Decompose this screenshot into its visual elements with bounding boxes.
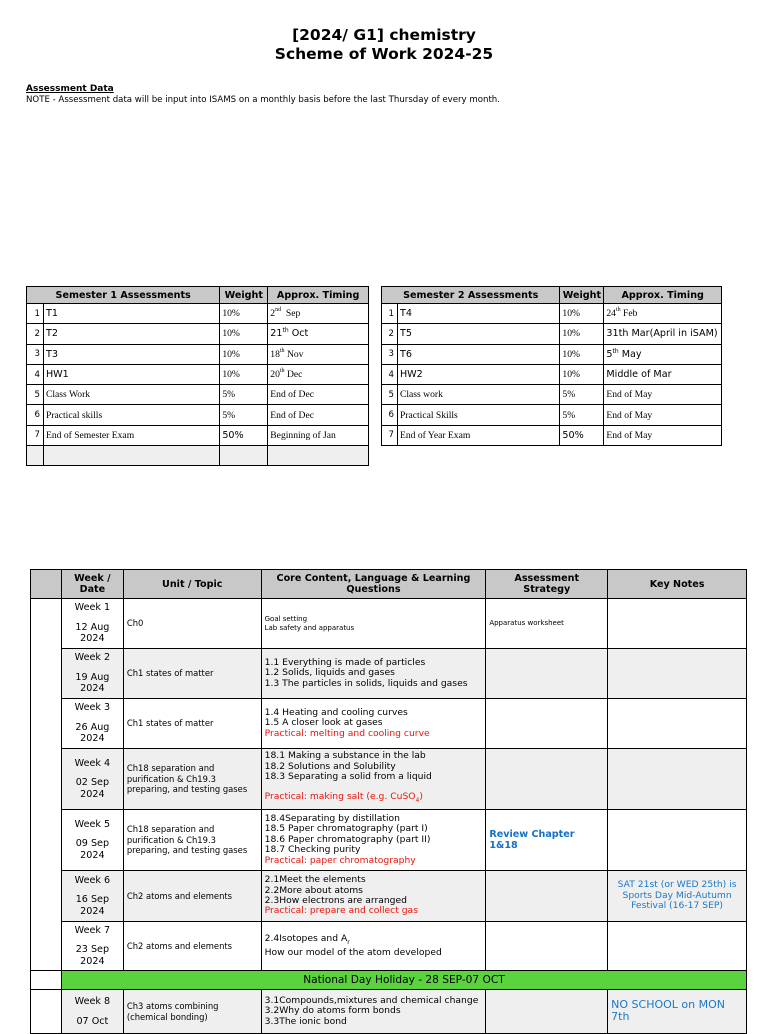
- practical-line: [265, 906, 483, 916]
- row-label-cell: [31, 990, 62, 1034]
- week-date-cell: [61, 922, 123, 971]
- unit-topic-cell: Ch3 atoms combining (chemical bonding): [123, 990, 261, 1034]
- semester1-timing: [268, 385, 369, 405]
- semester2-header-assessments: Semester 2 Assessments: [382, 287, 560, 304]
- semester1-row-number: 1: [27, 304, 44, 324]
- semester2-row-number: 2: [382, 324, 398, 344]
- semester2-timing: [604, 304, 722, 324]
- content-cell: [261, 871, 486, 922]
- holiday-blank-cell: [31, 971, 62, 990]
- semester1-row-number: 3: [27, 344, 44, 364]
- content-cell: [261, 922, 486, 971]
- key-notes-cell: [608, 699, 747, 749]
- semester1-timing-day: 18: [270, 348, 280, 360]
- content-line: [265, 934, 483, 948]
- key-notes-cell: NO SCHOOL on MON 7th: [608, 990, 747, 1034]
- semester1-row-number: 5: [27, 385, 44, 405]
- week-row: [31, 990, 747, 1034]
- semester1-row: [27, 344, 369, 364]
- semester2-assessment-name: Practical Skills: [397, 405, 559, 425]
- week-year: 2024: [80, 683, 105, 695]
- assessment-strategy-cell: Apparatus worksheet: [486, 599, 608, 649]
- semester1-assessment-name: HW1: [43, 364, 219, 384]
- scheme-header-unit: Unit / Topic: [123, 570, 261, 599]
- semester1-timing-month: Nov: [284, 348, 304, 360]
- content-line: [265, 772, 483, 782]
- semester2-weight: 5%: [560, 405, 604, 425]
- semester1-timing-month: Dec: [284, 369, 303, 381]
- unit-topic-cell: Ch18 separation and purification & Ch19.3 preparing, and testing gases: [123, 810, 261, 871]
- assessment-strategy-cell: [486, 990, 608, 1034]
- content-cell: [261, 749, 486, 810]
- practical-subscript: 4: [415, 797, 420, 805]
- week-row: [31, 749, 747, 810]
- semester1-timing-day: 20: [270, 369, 280, 381]
- semester2-timing-month: May: [618, 348, 642, 360]
- semester1-weight: 10%: [220, 324, 268, 344]
- semester2-header-timing: Approx. Timing: [604, 287, 722, 304]
- week-number: Week 1: [74, 602, 111, 614]
- practical-line: [265, 729, 483, 739]
- week-spacer: [65, 664, 120, 672]
- content-text: 3.1Compounds,mixtures and chemical change: [264, 994, 479, 1006]
- semester1-empty-cell: [27, 446, 44, 466]
- week-date-cell: [61, 649, 123, 699]
- semester2-row-number: 6: [382, 405, 398, 425]
- semester1-assessment-name: Class Work: [43, 385, 219, 405]
- semester2-row: [382, 324, 722, 344]
- semester1-timing-suffix: nd: [275, 307, 282, 314]
- content-text: 18.5 Paper chromatography (part I): [264, 823, 428, 835]
- week-year: 2024: [80, 633, 105, 645]
- semester1-row: [27, 364, 369, 384]
- scheme-of-work-table: [30, 569, 747, 1034]
- content-text: 2.3How electrons are arranged: [264, 895, 407, 906]
- content-text: 2.1Meet the elements: [264, 874, 366, 886]
- semester2-row: [382, 364, 722, 384]
- week-date: 12 Aug: [75, 621, 110, 633]
- unit-topic-cell: Ch2 atoms and elements: [123, 871, 261, 922]
- semester2-timing-day: End of May: [606, 409, 653, 421]
- content-text: 1.5 A closer look at gases: [264, 717, 383, 729]
- week-date-cell: [61, 810, 123, 871]
- content-text: 1.3 The particles in solids, liquids and gases: [264, 677, 468, 689]
- content-text: 18.3 Separating a solid from a liquid: [264, 771, 432, 783]
- semester1-weight: 10%: [220, 364, 268, 384]
- semester1-header-row: [27, 287, 369, 304]
- unit-topic-cell: Ch18 separation and purification & Ch19.3 preparing, and testing gases: [123, 749, 261, 810]
- scheme-header-content: Core Content, Language & Learning Questions: [261, 570, 486, 599]
- semester2-row: [382, 425, 722, 445]
- week-row: [31, 810, 747, 871]
- semester1-weight: 10%: [220, 304, 268, 324]
- content-text: 3.2Why do atoms form bonds: [264, 1005, 401, 1017]
- semester2-row-number: 7: [382, 425, 398, 445]
- content-text: 18.1 Making a substance in the lab: [264, 750, 426, 762]
- practical-text: Practical: melting and cooling curve: [264, 727, 430, 739]
- semester1-timing-day: 2: [270, 308, 276, 320]
- week-date: 09 Sep: [75, 838, 110, 850]
- semester2-row-number: 5: [382, 385, 398, 405]
- content-line: [265, 624, 483, 633]
- holiday-banner: National Day Holiday - 28 SEP-07 OCT: [61, 971, 746, 990]
- semester1-row: [27, 425, 369, 445]
- semester1-empty-cell: [43, 446, 219, 466]
- week-spacer: [65, 714, 120, 722]
- semester2-timing: [604, 344, 722, 364]
- semester1-row: [27, 405, 369, 425]
- semester2-header-row: [382, 287, 722, 304]
- scheme-header-notes: Key Notes: [608, 570, 747, 599]
- week-spacer: [65, 936, 120, 944]
- semester2-row-number: 1: [382, 304, 398, 324]
- semester2-timing: [604, 425, 722, 445]
- week-row: [31, 922, 747, 971]
- week-number: Week 8: [74, 996, 111, 1007]
- content-text: 1.1 Everything is made of particles: [264, 656, 426, 668]
- assessment-note: NOTE - Assessment data will be input into ISAMS on a monthly basis before the last Thursday of every month.: [26, 95, 500, 105]
- content-cell: [261, 649, 486, 699]
- week-year: 2024: [80, 905, 105, 917]
- week-date-cell: [61, 599, 123, 649]
- scheme-header-strategy: Assessment Strategy: [486, 570, 608, 599]
- week-date: 26 Aug: [75, 721, 110, 733]
- content-cell: [261, 990, 486, 1034]
- semester2-timing-day: 24: [606, 308, 616, 320]
- week-number: Week 4: [74, 757, 111, 769]
- semester1-row-number: 2: [27, 324, 44, 344]
- semester2-table: [381, 286, 722, 446]
- semester1-table: [26, 286, 369, 466]
- semester2-timing-suffix: th: [612, 347, 619, 355]
- content-text: Lab safety and apparatus: [264, 623, 355, 632]
- semester2-weight: 10%: [560, 324, 604, 344]
- semester2-row: [382, 304, 722, 324]
- key-notes-cell: [608, 922, 747, 971]
- semester1-empty-row: [27, 446, 369, 466]
- assessment-strategy-cell: [486, 922, 608, 971]
- content-cell: [261, 810, 486, 871]
- semester2-assessment-name: End of Year Exam: [397, 425, 559, 445]
- semester1-timing-day: End of Dec: [270, 409, 314, 421]
- unit-topic-cell: Ch0: [123, 599, 261, 649]
- document-title-line1: [2024/ G1] chemistry: [292, 26, 476, 44]
- semester1-assessment-name: End of Semester Exam: [43, 425, 219, 445]
- semester1-weight: 5%: [220, 385, 268, 405]
- semester2-timing: [604, 324, 722, 344]
- semester1-timing-day: Beginning of Jan: [270, 429, 336, 441]
- unit-topic-cell: Ch2 atoms and elements: [123, 922, 261, 971]
- semester2-weight: 10%: [560, 304, 604, 324]
- scheme-header-blank: [31, 570, 62, 599]
- content-line: [265, 1017, 483, 1027]
- semester1-row-number: 6: [27, 405, 44, 425]
- semester2-timing-day: 5: [606, 348, 613, 360]
- semester1-timing: [268, 344, 369, 364]
- semester1-empty-cell: [220, 446, 268, 466]
- week-date-cell: [61, 990, 123, 1034]
- semester1-timing: [268, 324, 369, 344]
- semester1-timing-suffix: th: [279, 347, 285, 354]
- scheme-header-week: Week / Date: [61, 570, 123, 599]
- semester1-row-number: 7: [27, 425, 44, 445]
- content-text: How our model of the atom developed: [264, 946, 442, 958]
- week-number: Week 6: [74, 874, 111, 886]
- unit-topic-cell: Ch1 states of matter: [123, 699, 261, 749]
- content-text: 2.2More about atoms: [264, 884, 363, 896]
- week-row: [31, 649, 747, 699]
- key-notes-cell: [608, 649, 747, 699]
- week-number: Week 5: [74, 818, 111, 830]
- content-text: Goal setting: [264, 614, 308, 623]
- semester1-header-timing: Approx. Timing: [268, 287, 369, 304]
- week-number: Week 2: [74, 652, 111, 664]
- holiday-row: [31, 971, 747, 990]
- semester1-weight: 10%: [220, 344, 268, 364]
- content-line: [265, 679, 483, 689]
- week-date-cell: [61, 871, 123, 922]
- content-text: 2.4Isotopes and A: [264, 932, 348, 944]
- semester2-assessment-name: T4: [397, 304, 559, 324]
- semester2-assessment-name: T5: [397, 324, 559, 344]
- week-spacer: [65, 769, 120, 777]
- semester1-timing: [268, 304, 369, 324]
- semester2-timing-suffix: th: [615, 307, 621, 314]
- week-date: 19 Aug: [75, 671, 110, 683]
- semester2-timing-month: Feb: [620, 308, 638, 320]
- assessment-data-heading: Assessment Data: [26, 84, 114, 94]
- week-row: [31, 699, 747, 749]
- semester2-weight: 10%: [560, 344, 604, 364]
- semester1-assessment-name: T2: [43, 324, 219, 344]
- semester1-row: [27, 304, 369, 324]
- week-year: 2024: [80, 955, 105, 967]
- content-text: 18.7 Checking purity: [264, 844, 361, 856]
- semester1-timing: [268, 364, 369, 384]
- week-number: Week 7: [74, 924, 111, 936]
- semester2-row: [382, 344, 722, 364]
- semester2-assessment-name: HW2: [397, 364, 559, 384]
- assessment-strategy-cell: [486, 749, 608, 810]
- semester2-assessment-name: T6: [397, 344, 559, 364]
- content-subscript: r: [347, 938, 350, 946]
- semester1-weight: 50%: [220, 425, 268, 445]
- semester1-empty-cell: [268, 446, 369, 466]
- document-title-line2: Scheme of Work 2024-25: [274, 45, 494, 63]
- assessment-strategy-cell: [486, 871, 608, 922]
- semester1-timing-suffix: th: [279, 368, 285, 375]
- week-year: 2024: [80, 733, 105, 745]
- week-date: 16 Sep: [75, 894, 110, 906]
- key-notes-cell: SAT 21st (or WED 25th) is Sports Day Mid-Autumn Festival (16-17 SEP): [608, 871, 747, 922]
- semester1-timing-day: End of Dec: [270, 389, 314, 401]
- week-year: 2024: [80, 788, 105, 800]
- week-spacer: [65, 1008, 120, 1016]
- key-notes-cell: [608, 599, 747, 649]
- semester1-row-number: 4: [27, 364, 44, 384]
- semester1-header-assessments: Semester 1 Assessments: [27, 287, 220, 304]
- content-cell: [261, 699, 486, 749]
- semester1-row: [27, 324, 369, 344]
- week-spacer: [65, 886, 120, 894]
- semester2-timing-day: Middle of Mar: [606, 369, 672, 381]
- semester1-timing-month: Sep: [281, 308, 301, 320]
- week-year: 2024: [80, 849, 105, 861]
- practical-line: [265, 856, 483, 866]
- assessment-strategy-cell: Review Chapter 1&18: [486, 810, 608, 871]
- unit-topic-cell: Ch1 states of matter: [123, 649, 261, 699]
- semester1-timing-day: 21: [270, 328, 283, 340]
- week-spacer: [65, 614, 120, 622]
- semester2-timing: [604, 385, 722, 405]
- key-notes-cell: [608, 810, 747, 871]
- semester2-weight: 10%: [560, 364, 604, 384]
- semester2-assessment-name: Class work: [397, 385, 559, 405]
- week-date-cell: [61, 699, 123, 749]
- week-date-cell: [61, 749, 123, 810]
- week-date: 07 Oct: [76, 1015, 109, 1027]
- semester1-timing-suffix: th: [282, 327, 289, 335]
- semester2-header-weight: Weight: [560, 287, 604, 304]
- semester2-row-number: 4: [382, 364, 398, 384]
- content-line: [265, 948, 483, 958]
- semester2-timing-day: 31th Mar(April in iSAM): [606, 328, 718, 340]
- content-cell: [261, 599, 486, 649]
- semester1-timing: [268, 425, 369, 445]
- semester2-row: [382, 405, 722, 425]
- key-notes-cell: [608, 749, 747, 810]
- semester1-assessment-name: Practical skills: [43, 405, 219, 425]
- scheme-header-row: [31, 570, 747, 599]
- semester1-timing: [268, 405, 369, 425]
- semester2-timing-day: End of May: [606, 389, 653, 401]
- content-text: 18.2 Solutions and Solubility: [264, 760, 396, 772]
- semester2-timing: [604, 405, 722, 425]
- practical-text: Practical: paper chromatography: [264, 854, 416, 866]
- row-label-cell: [31, 599, 62, 971]
- week-row: [31, 871, 747, 922]
- assessment-strategy-cell: [486, 699, 608, 749]
- semester2-timing-day: End of May: [606, 429, 653, 441]
- practical-close: ): [419, 791, 423, 803]
- content-text: 18.6 Paper chromatography (part II): [264, 833, 431, 845]
- semester1-assessment-name: T1: [43, 304, 219, 324]
- semester1-header-weight: Weight: [220, 287, 268, 304]
- semester2-weight: 5%: [560, 385, 604, 405]
- semester2-row-number: 3: [382, 344, 398, 364]
- semester1-row: [27, 385, 369, 405]
- semester2-timing: [604, 364, 722, 384]
- practical-text: Practical: prepare and collect gas: [264, 905, 418, 917]
- content-text: 18.4Separating by distillation: [264, 812, 400, 824]
- week-date: 23 Sep: [75, 944, 110, 956]
- practical-line: [265, 792, 483, 806]
- semester1-timing-month: Oct: [288, 328, 309, 340]
- content-text: 1.2 Solids, liquids and gases: [264, 667, 395, 679]
- practical-text: Practical: making salt (e.g. CuSO: [264, 791, 416, 803]
- week-date: 02 Sep: [75, 777, 110, 789]
- week-number: Week 3: [74, 702, 111, 714]
- content-text: 3.3The ionic bond: [264, 1015, 347, 1027]
- semester2-row: [382, 385, 722, 405]
- content-text: 1.4 Heating and cooling curves: [264, 706, 408, 718]
- semester1-assessment-name: T3: [43, 344, 219, 364]
- semester1-weight: 5%: [220, 405, 268, 425]
- assessment-strategy-cell: [486, 649, 608, 699]
- week-spacer: [65, 830, 120, 838]
- semester2-weight: 50%: [560, 425, 604, 445]
- week-row: [31, 599, 747, 649]
- content-line: [265, 615, 483, 624]
